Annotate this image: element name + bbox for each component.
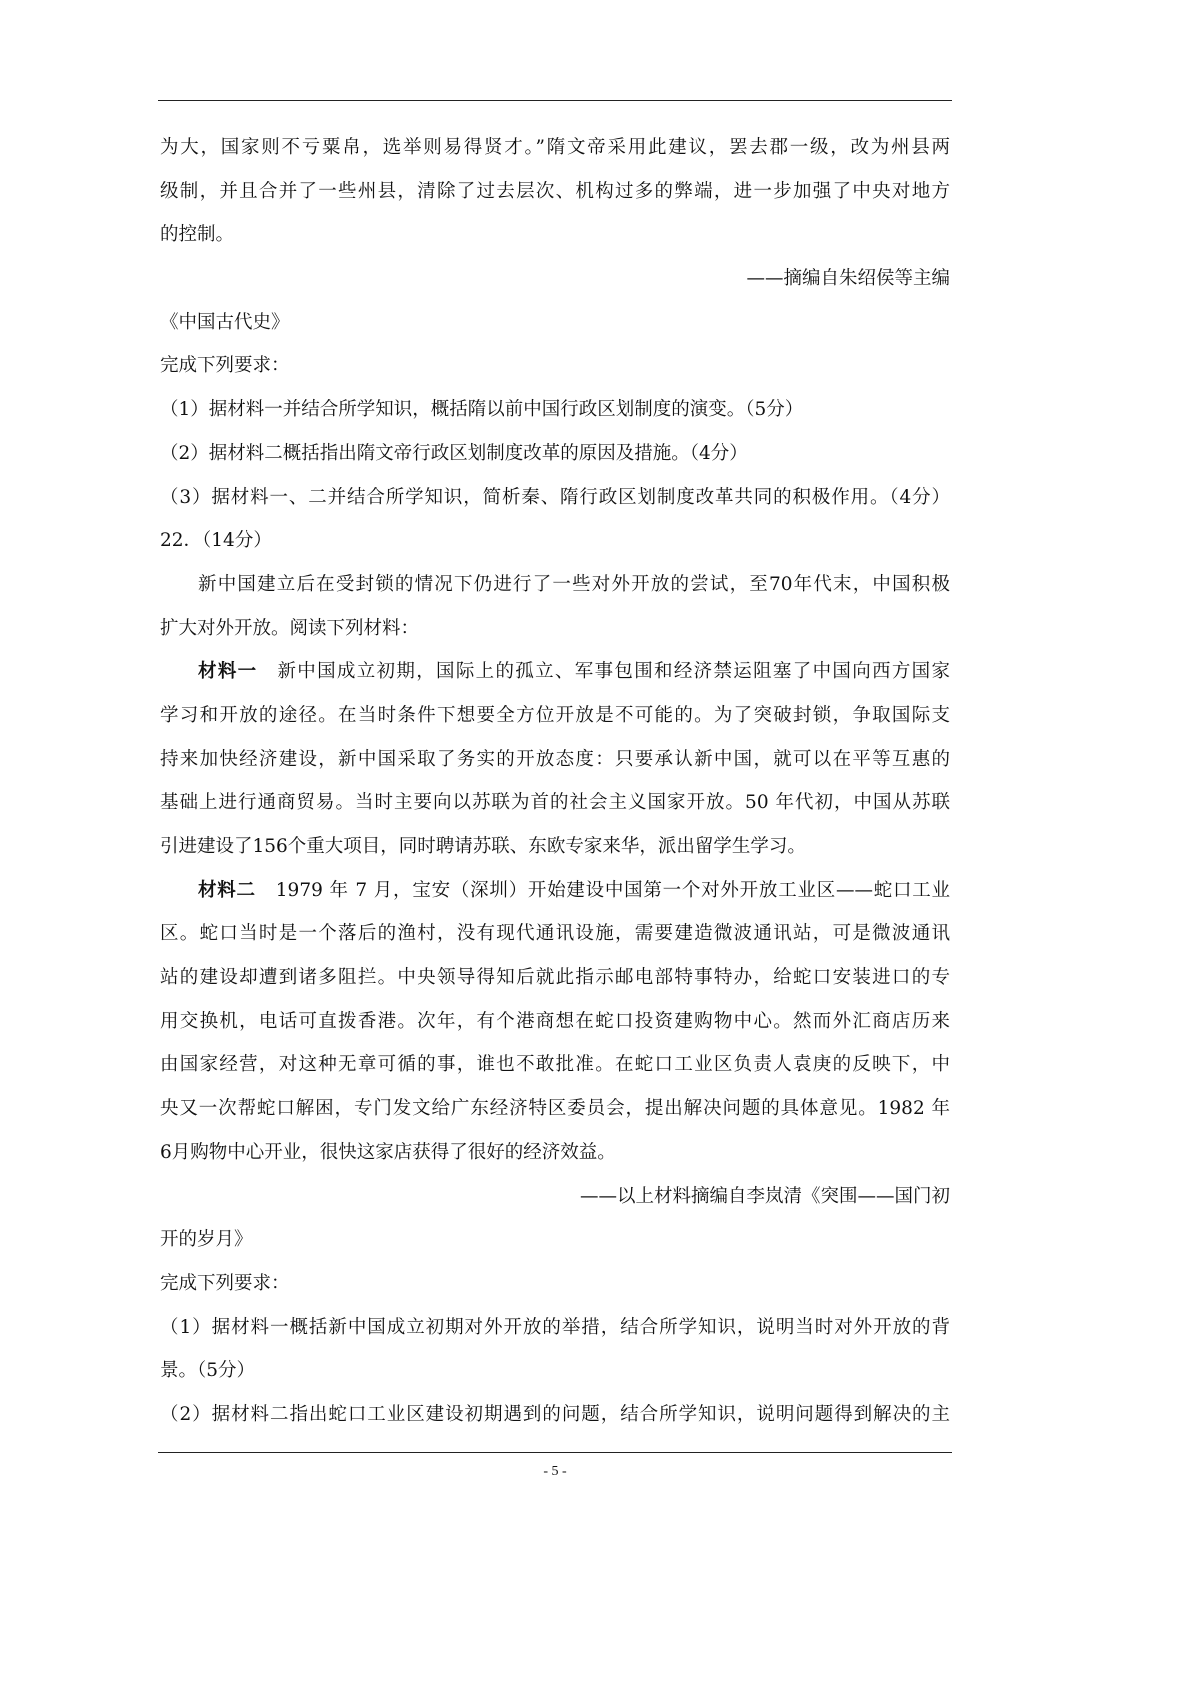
- text-line: 学习和开放的途径。在当时条件下想要全方位开放是不可能的。为了突破封锁，争取国际支: [160, 704, 950, 726]
- material-text: 新中国成立初期，国际上的孤立、军事包围和经济禁运阻塞了中国向西方国家: [277, 661, 950, 683]
- requirements-heading: 完成下列要求：: [160, 355, 290, 377]
- text-line: 持来加快经济建设，新中国采取了务实的开放态度：只要承认新中国，就可以在平等互惠的: [160, 748, 950, 770]
- source-citation-cont: 《中国古代史》: [160, 311, 290, 333]
- text-line: 站的建设却遭到诸多阻拦。中央领导得知后就此指示邮电部特事特办，给蛇口安装进口的专: [160, 967, 950, 989]
- question-item-cont: 景。（5分）: [160, 1360, 256, 1382]
- text-line: 区。蛇口当时是一个落后的渔村，没有现代通讯设施，需要建造微波通讯站，可是微波通讯: [160, 923, 950, 945]
- footer-rule: [158, 1452, 952, 1453]
- source-citation: ——摘编自朱绍侯等主编: [746, 268, 950, 290]
- text-line: 由国家经营，对这种无章可循的事，谁也不敢批准。在蛇口工业区负责人袁庚的反映下，中: [160, 1054, 950, 1076]
- question-item: （2）据材料二指出蛇口工业区建设初期遇到的问题，结合所学知识，说明问题得到解决的主: [160, 1403, 950, 1425]
- source-citation-cont: 开的岁月》: [160, 1229, 253, 1251]
- material-label: 材料二: [198, 879, 256, 901]
- material-text: 1979 年 7 月，宝安（深圳）开始建设中国第一个对外开放工业区——蛇口工业: [275, 879, 950, 901]
- question-number: 22．（14分）: [160, 530, 272, 552]
- text-line: 的控制。: [160, 224, 235, 246]
- text-line: 基础上进行通商贸易。当时主要向以苏联为首的社会主义国家开放。50 年代初，中国从苏联: [160, 792, 950, 814]
- text-line: 为大，国家则不亏粟帛，选举则易得贤才。”隋文帝采用此建议，罢去郡一级，改为州县两: [160, 137, 950, 158]
- source-citation: ——以上材料摘编自李岚清《突围——国门初: [579, 1185, 950, 1207]
- text-line: 引进建设了156个重大项目，同时聘请苏联、东欧专家来华，派出留学生学习。: [160, 836, 806, 857]
- question-item: （2）据材料二概括指出隋文帝行政区划制度改革的原因及措施。（4分）: [160, 442, 748, 464]
- material-label: 材料一: [198, 661, 258, 683]
- document-body: [160, 126, 950, 1437]
- text-line: 6月购物中心开业，很快这家店获得了很好的经济效益。: [160, 1141, 616, 1163]
- text-line: 用交换机，电话可直拨香港。次年，有个港商想在蛇口投资建购物中心。然而外汇商店历来: [160, 1010, 950, 1032]
- text-line: 扩大对外开放。阅读下列材料：: [160, 617, 420, 639]
- text-line: 级制，并且合并了一些州县，清除了过去层次、机构过多的弊端，进一步加强了中央对地方: [160, 180, 950, 202]
- header-rule: [158, 100, 952, 101]
- material-two-line: [160, 869, 950, 913]
- question-item: （1）据材料一并结合所学知识，概括隋以前中国行政区划制度的演变。（5分）: [160, 399, 804, 421]
- question-item: （3）据材料一、二并结合所学知识，简析秦、隋行政区划制度改革共同的积极作用。（4分）: [160, 486, 950, 508]
- page-number: - 5 -: [543, 1464, 567, 1479]
- question-item: （1）据材料一概括新中国成立初期对外开放的举措，结合所学知识，说明当时对外开放的背: [160, 1316, 950, 1338]
- material-one-line: [160, 650, 950, 694]
- requirements-heading: 完成下列要求：: [160, 1272, 290, 1294]
- intro-paragraph: 新中国建立后在受封锁的情况下仍进行了一些对外开放的尝试，至70年代末，中国积极: [198, 573, 950, 595]
- text-line: 央又一次帮蛇口解困，专门发文给广东经济特区委员会，提出解决问题的具体意见。1982 年: [160, 1098, 950, 1120]
